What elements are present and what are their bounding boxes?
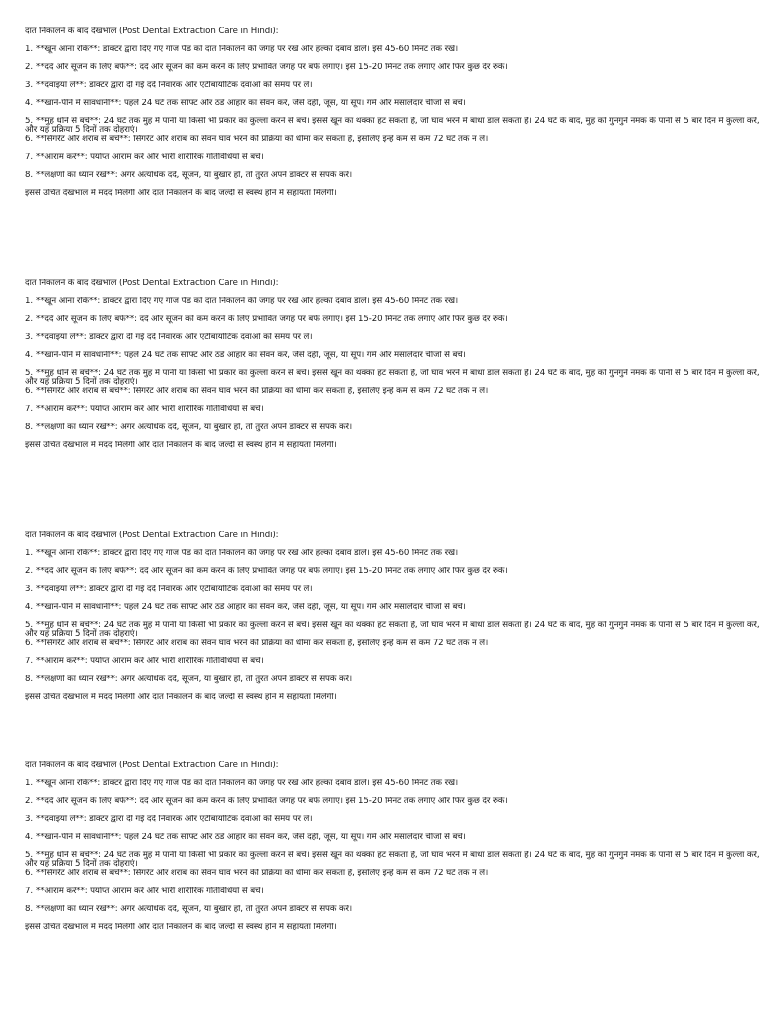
care-instructions-block-3 [25,531,765,711]
list-item-2 [25,63,765,81]
item-number: 6. [25,639,33,648]
item-number: 7. [25,887,33,896]
list-item-4 [25,351,765,369]
item-number: 3. [25,333,33,342]
item-number: 4. [25,603,33,612]
list-item-7 [25,887,765,905]
item-number: 8. [25,905,33,914]
item-text: **दवाइयाँ लें**: डॉक्टर द्वारा दी गई दर्द निवारक और एंटीबायोटिक दवाओं को समय पर लें। [36,815,313,824]
item-text: **दर्द और सूजन के लिए बर्फ**: दर्द और सूजन को कम करने के लिए प्रभावित जगह पर बर्फ लगाएं। इसे 15-20 मिनट तक लगाएं और फिर कुछ देर रुकें। [36,567,508,576]
item-number: 6. [25,869,33,878]
list-item-6 [25,135,765,153]
item-text: **खून आना रोकें**: डॉक्टर द्वारा दिए गए गॉज पैड को दांत निकालने की जगह पर रखें और हल्का दबाव डालें। इसे 45-60 मिनट तक रखें। [36,779,459,788]
item-number: 3. [25,585,33,594]
care-instructions-block-1 [25,27,765,207]
item-number: 1. [25,779,33,788]
item-text: **खाने-पीने में सावधानी**: पहले 24 घंटे तक सॉफ्ट और ठंडे आहार का सेवन करें, जैसे दही, जूस, या सूप। गर्म और मसालेदार चीजों से बचें। [36,833,466,842]
item-number: 5. [25,621,33,630]
item-text: **लक्षणों का ध्यान रखें**: अगर अत्यधिक दर्द, सूजन, या बुखार हो, तो तुरंत अपने डॉक्टर से संपर्क करें। [36,171,353,180]
item-text: **खून आना रोकें**: डॉक्टर द्वारा दिए गए गॉज पैड को दांत निकालने की जगह पर रखें और हल्का दबाव डालें। इसे 45-60 मिनट तक रखें। [36,45,459,54]
item-number: 1. [25,549,33,558]
care-instructions-block-4 [25,761,765,941]
list-item-7 [25,153,765,171]
item-text: **सिगरेट और शराब से बचें**: सिगरेट और शराब का सेवन घाव भरने की प्रक्रिया को धीमा कर सकता है, इसलिए इन्हें कम से कम 72 घंटे तक न लें। [36,869,489,878]
block-title: दांत निकालने के बाद देखभाल (Post Dental Extraction Care in Hindi): [25,761,279,770]
item-text: **आराम करें**: पर्याप्त आराम करें और भारी शारीरिक गतिविधियों से बचें। [36,153,264,162]
item-text: **खून आना रोकें**: डॉक्टर द्वारा दिए गए गॉज पैड को दांत निकालने की जगह पर रखें और हल्का दबाव डालें। इसे 45-60 मिनट तक रखें। [36,549,459,558]
list-item-7 [25,657,765,675]
item-number: 5. [25,117,33,126]
item-number: 1. [25,45,33,54]
list-item-3 [25,585,765,603]
item-number: 5. [25,369,33,378]
item-number: 2. [25,567,33,576]
list-item-4 [25,99,765,117]
list-item-4 [25,833,765,851]
item-text: **दर्द और सूजन के लिए बर्फ**: दर्द और सूजन को कम करने के लिए प्रभावित जगह पर बर्फ लगाएं। इसे 15-20 मिनट तक लगाएं और फिर कुछ देर रुकें। [36,63,508,72]
list-item-8 [25,423,765,441]
list-item-6 [25,639,765,657]
block-title: दांत निकालने के बाद देखभाल (Post Dental Extraction Care in Hindi): [25,27,279,36]
item-text: **खाने-पीने में सावधानी**: पहले 24 घंटे तक सॉफ्ट और ठंडे आहार का सेवन करें, जैसे दही, जूस, या सूप। गर्म और मसालेदार चीजों से बचें। [36,351,466,360]
item-number: 4. [25,351,33,360]
closing-text: इससे उचित देखभाल में मदद मिलेगी और दांत निकालने के बाद जल्दी से स्वस्थ होने में सहायता मिलेगी। [25,693,337,702]
block-title: दांत निकालने के बाद देखभाल (Post Dental Extraction Care in Hindi): [25,279,279,288]
list-item-5 [25,621,765,639]
closing-text: इससे उचित देखभाल में मदद मिलेगी और दांत निकालने के बाद जल्दी से स्वस्थ होने में सहायता मिलेगी। [25,923,337,932]
item-text: **मुंह धोने से बचें**: 24 घंटे तक मुंह में पानी या किसी भी प्रकार का कुल्ला करने से बचें। इससे खून का थक्का हट सकता है, जो घाव भरने में बाधा डाल सकता है। 24 घंटे के बाद, मुंह को गुनगुने नमक के पानी से 5 बार दिन में कुल्ला करें, और यह प्रक्रिया 5 दिनों तक दोहराएं। [25,117,760,135]
item-text: **सिगरेट और शराब से बचें**: सिगरेट और शराब का सेवन घाव भरने की प्रक्रिया को धीमा कर सकता है, इसलिए इन्हें कम से कम 72 घंटे तक न लें। [36,135,489,144]
item-text: **खून आना रोकें**: डॉक्टर द्वारा दिए गए गॉज पैड को दांत निकालने की जगह पर रखें और हल्का दबाव डालें। इसे 45-60 मिनट तक रखें। [36,297,459,306]
care-instructions-block-2 [25,279,765,459]
list-item-8 [25,675,765,693]
item-number: 1. [25,297,33,306]
item-number: 8. [25,171,33,180]
block-title: दांत निकालने के बाद देखभाल (Post Dental Extraction Care in Hindi): [25,531,279,540]
item-number: 4. [25,99,33,108]
item-text: **आराम करें**: पर्याप्त आराम करें और भारी शारीरिक गतिविधियों से बचें। [36,405,264,414]
item-text: **मुंह धोने से बचें**: 24 घंटे तक मुंह में पानी या किसी भी प्रकार का कुल्ला करने से बचें। इससे खून का थक्का हट सकता है, जो घाव भरने में बाधा डाल सकता है। 24 घंटे के बाद, मुंह को गुनगुने नमक के पानी से 5 बार दिन में कुल्ला करें, और यह प्रक्रिया 5 दिनों तक दोहराएं। [25,369,760,387]
list-item-8 [25,905,765,923]
list-item-1 [25,297,765,315]
item-text: **मुंह धोने से बचें**: 24 घंटे तक मुंह में पानी या किसी भी प्रकार का कुल्ला करने से बचें। इससे खून का थक्का हट सकता है, जो घाव भरने में बाधा डाल सकता है। 24 घंटे के बाद, मुंह को गुनगुने नमक के पानी से 5 बार दिन में कुल्ला करें, और यह प्रक्रिया 5 दिनों तक दोहराएं। [25,851,760,869]
closing-text: इससे उचित देखभाल में मदद मिलेगी और दांत निकालने के बाद जल्दी से स्वस्थ होने में सहायता मिलेगी। [25,189,337,198]
item-text: **लक्षणों का ध्यान रखें**: अगर अत्यधिक दर्द, सूजन, या बुखार हो, तो तुरंत अपने डॉक्टर से संपर्क करें। [36,675,353,684]
list-item-6 [25,387,765,405]
list-item-3 [25,81,765,99]
item-number: 8. [25,675,33,684]
item-number: 3. [25,81,33,90]
item-number: 3. [25,815,33,824]
list-item-2 [25,567,765,585]
list-item-3 [25,815,765,833]
list-item-1 [25,779,765,797]
item-text: **आराम करें**: पर्याप्त आराम करें और भारी शारीरिक गतिविधियों से बचें। [36,887,264,896]
item-text: **मुंह धोने से बचें**: 24 घंटे तक मुंह में पानी या किसी भी प्रकार का कुल्ला करने से बचें। इससे खून का थक्का हट सकता है, जो घाव भरने में बाधा डाल सकता है। 24 घंटे के बाद, मुंह को गुनगुने नमक के पानी से 5 बार दिन में कुल्ला करें, और यह प्रक्रिया 5 दिनों तक दोहराएं। [25,621,760,639]
item-number: 5. [25,851,33,860]
list-item-1 [25,45,765,63]
item-text: **दर्द और सूजन के लिए बर्फ**: दर्द और सूजन को कम करने के लिए प्रभावित जगह पर बर्फ लगाएं। इसे 15-20 मिनट तक लगाएं और फिर कुछ देर रुकें। [36,797,508,806]
item-text: **दवाइयाँ लें**: डॉक्टर द्वारा दी गई दर्द निवारक और एंटीबायोटिक दवाओं को समय पर लें। [36,333,313,342]
item-number: 7. [25,405,33,414]
list-item-7 [25,405,765,423]
list-item-6 [25,869,765,887]
item-number: 7. [25,153,33,162]
item-number: 6. [25,135,33,144]
list-item-8 [25,171,765,189]
item-number: 2. [25,315,33,324]
list-item-2 [25,797,765,815]
item-number: 2. [25,797,33,806]
item-text: **खाने-पीने में सावधानी**: पहले 24 घंटे तक सॉफ्ट और ठंडे आहार का सेवन करें, जैसे दही, जूस, या सूप। गर्म और मसालेदार चीजों से बचें। [36,99,466,108]
item-number: 2. [25,63,33,72]
list-item-2 [25,315,765,333]
list-item-4 [25,603,765,621]
item-text: **दवाइयाँ लें**: डॉक्टर द्वारा दी गई दर्द निवारक और एंटीबायोटिक दवाओं को समय पर लें। [36,81,313,90]
item-number: 8. [25,423,33,432]
list-item-5 [25,851,765,869]
closing-text: इससे उचित देखभाल में मदद मिलेगी और दांत निकालने के बाद जल्दी से स्वस्थ होने में सहायता मिलेगी। [25,441,337,450]
list-item-5 [25,369,765,387]
item-text: **दर्द और सूजन के लिए बर्फ**: दर्द और सूजन को कम करने के लिए प्रभावित जगह पर बर्फ लगाएं। इसे 15-20 मिनट तक लगाएं और फिर कुछ देर रुकें। [36,315,508,324]
item-number: 4. [25,833,33,842]
item-number: 7. [25,657,33,666]
item-text: **लक्षणों का ध्यान रखें**: अगर अत्यधिक दर्द, सूजन, या बुखार हो, तो तुरंत अपने डॉक्टर से संपर्क करें। [36,905,353,914]
list-item-1 [25,549,765,567]
item-text: **खाने-पीने में सावधानी**: पहले 24 घंटे तक सॉफ्ट और ठंडे आहार का सेवन करें, जैसे दही, जूस, या सूप। गर्म और मसालेदार चीजों से बचें। [36,603,466,612]
item-text: **दवाइयाँ लें**: डॉक्टर द्वारा दी गई दर्द निवारक और एंटीबायोटिक दवाओं को समय पर लें। [36,585,313,594]
item-text: **सिगरेट और शराब से बचें**: सिगरेट और शराब का सेवन घाव भरने की प्रक्रिया को धीमा कर सकता है, इसलिए इन्हें कम से कम 72 घंटे तक न लें। [36,639,489,648]
item-text: **सिगरेट और शराब से बचें**: सिगरेट और शराब का सेवन घाव भरने की प्रक्रिया को धीमा कर सकता है, इसलिए इन्हें कम से कम 72 घंटे तक न लें। [36,387,489,396]
item-text: **आराम करें**: पर्याप्त आराम करें और भारी शारीरिक गतिविधियों से बचें। [36,657,264,666]
item-text: **लक्षणों का ध्यान रखें**: अगर अत्यधिक दर्द, सूजन, या बुखार हो, तो तुरंत अपने डॉक्टर से संपर्क करें। [36,423,353,432]
list-item-3 [25,333,765,351]
list-item-5 [25,117,765,135]
item-number: 6. [25,387,33,396]
